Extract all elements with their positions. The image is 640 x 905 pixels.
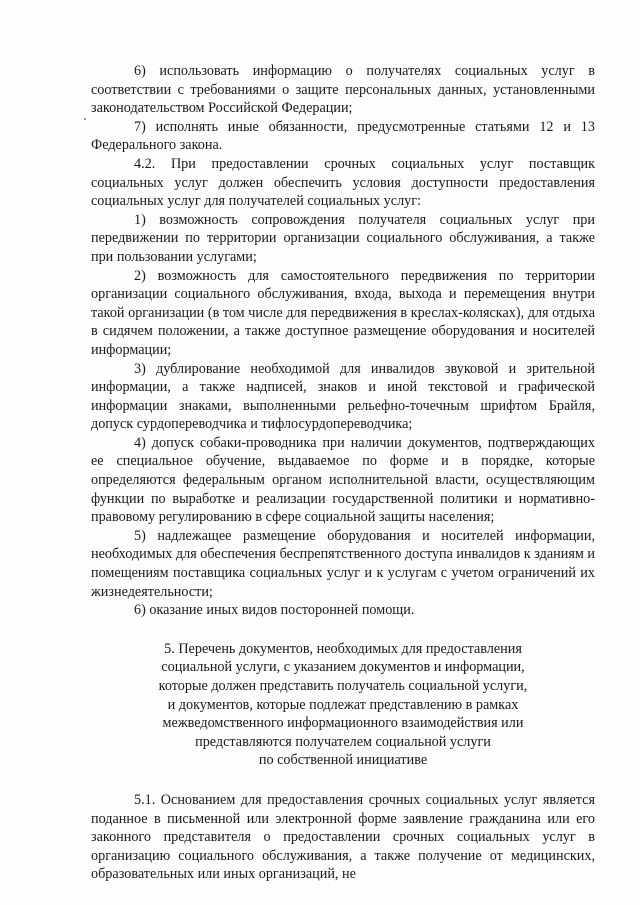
paragraph-item-6-personal-data: 6) использовать информацию о получателях социальных услуг в соответствии с требованиями о защите персональных данных, установленными законодательством Российской Федерации; [91,63,595,117]
heading-line: и документов, которые подлежат представлению в рамках [167,696,519,713]
paragraph-4-2: 4.2. При предоставлении срочных социальных услуг поставщик социальных услуг должен обеспечить условия доступности предоставления социальных услуг для получателей социальных услуг: [91,155,595,210]
heading-line: представляются получателем социальной услуги [195,733,491,750]
paragraph-accessibility-1: 1) возможность сопровождения получателя социальных услуг при передвижении по территории организации социального обслуживания, а также при пользовании услугами; [91,211,595,265]
paragraph-item-7-other-duties: 7) исполнять иные обязанности, предусмотренные статьями 12 и 13 Федерального закона. [91,118,595,154]
document-body [91,62,595,884]
section-5-heading [91,640,595,770]
heading-line: 5. Перечень документов, необходимых для предоставления [164,640,522,657]
heading-line: по собственной инициативе [258,752,428,769]
paragraph-accessibility-6: 6) оказание иных видов посторонней помощи. [134,602,415,619]
paragraph-accessibility-5: 5) надлежащее размещение оборудования и носителей информации, необходимых для обеспечения беспрепятственного доступа инвалидов к зданиям и помещениям поставщика социальных услуг и к услугам с учетом ограничений их жизнедеятельности; [91,527,595,600]
heading-line: социальной услуги, с указанием документов и информации, [161,659,525,676]
paragraph-accessibility-4: 4) допуск собаки-проводника при наличии документов, подтверждающих ее специальное обучение, выдаваемое по форме и в порядке, которые определяются федеральным органом исполнительной власти, осуществляющим функции по выработке и реализации государственной политики и нормативно-правовому регулированию в сфере социальной защиты населения; [91,434,595,526]
paragraph-5-1: 5.1. Основанием для предоставления срочных социальных услуг является поданное в письменной или электронной форме заявление гражданина или его законного представителя о предоставлении срочных социальных услуг в организацию социального обслуживания, а также получение от медицинских, образовательных или иных организаций, не [91,791,595,883]
margin-mark [84,118,86,120]
paragraph-accessibility-3: 3) дублирование необходимой для инвалидов звуковой и зрительной информации, а также надписей, знаков и иной текстовой и графической информации знаками, выполненными рельефно-точечным шрифтом Брайля, допуск сурдопереводчика и тифлосурдопереводчика; [91,360,595,433]
paragraph-accessibility-2: 2) возможность для самостоятельного передвижения по территории организации социального обслуживания, входа, выхода и перемещения внутри такой организации (в том числе для передвижения в креслах-колясках), для отдыха в сидячем положении, а также доступное размещение оборудования и носителей информации; [91,267,595,358]
heading-line: которые должен представить получатель социальной услуги, [158,678,528,694]
heading-line: межведомственного информационного взаимодействия или [162,715,524,732]
